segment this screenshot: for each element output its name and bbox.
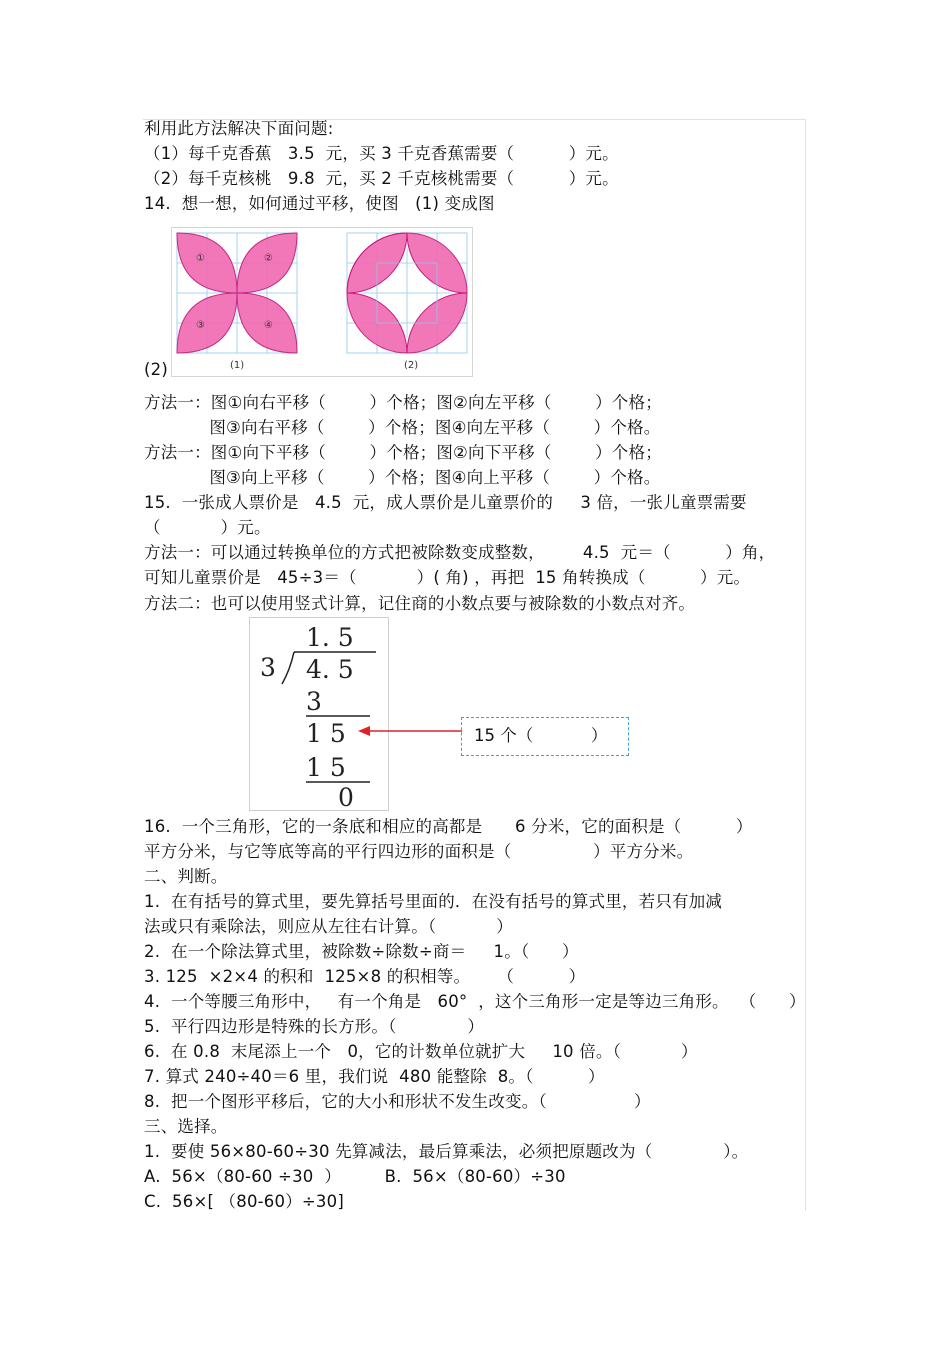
division-quotient: 1. 5 [306,623,354,652]
division-result: 0 [338,783,354,810]
method-1-line-1: 方法一：图①向右平移（ ）个格；图②向左平移（ ）个格； [144,393,662,412]
method-1-line-2: 图③向右平移（ ）个格；图④向左平移（ ）个格。 [144,418,661,437]
method-a-line-1: 方法一：可以通过转换单位的方式把被除数变成整数， 4.5 元＝（ ）角， [144,543,776,562]
method-2-line-2: 图③向上平移（ ）个格；图④向上平移（ ）个格。 [144,468,661,487]
petal-label-4: ④ [264,320,273,331]
figure-2-label: (2) [144,360,168,379]
judge-1: 1. 在有括号的算式里，要先算括号里面的．在没有括号的算式里，若只有加减 [144,892,723,911]
judge-3: 3. 125 ×2×4 的积和 125×8 的积相等。 （ ） [144,967,586,986]
petal-label-3: ③ [196,320,205,331]
intro-line: 利用此方法解决下面问题: [144,119,334,138]
judge-6: 6. 在 0.8 末尾添上一个 0，它的计数单位就扩大 10 倍。（ ） [144,1042,698,1061]
question-banana: （1）每千克香蕉 3.5 元，买 3 千克香蕉需要（ ）元。 [144,144,619,163]
method-2-line-1: 方法一：图①向下平移（ ）个格；图②向下平移（ ）个格； [144,443,662,462]
figure-caption-1: (1) [230,360,245,371]
question-15: 15. 一张成人票价是 4.5 元，成人票价是儿童票价的 3 倍，一张儿童票需要 [144,493,747,512]
choice-1-options-ab: A. 56×（80-60 ÷30 ） B. 56×（80-60）÷30 [144,1167,566,1186]
question-15-answer: （ ）元。 [144,518,271,537]
judge-4: 4. 一个等腰三角形中， 有一个角是 60° ，这个三角形一定是等边三角形。 （ ） [144,992,806,1011]
question-14: 14. 想一想，如何通过平移，使图 (1) 变成图 [144,194,495,213]
long-division-figure [249,617,389,811]
question-walnut: （2）每千克核桃 9.8 元，买 2 千克核桃需要（ ）元。 [144,169,619,188]
division-divisor: 3 [260,653,276,682]
figure-caption-2: (2) [404,360,419,371]
method-a-line-2: 可知儿童票价是 45÷3＝（ ）( 角) ，再把 15 角转换成（ ）元。 [144,568,751,587]
division-step-1: 3 [306,687,322,716]
choice-1-option-c: C. 56×[ （80-60）÷30] [144,1192,344,1211]
question-16-cont: 平方分米，与它等底等高的平行四边形的面积是（ ）平方分米。 [144,842,694,861]
division-note-box: 15 个（ ） [461,717,629,756]
question-16: 16. 一个三角形，它的一条底和相应的高都是 6 分米，它的面积是（ ） [144,817,753,836]
petal-label-1: ① [196,253,205,264]
translation-figure [171,227,473,377]
division-step-2: 1 5 [306,753,346,782]
judge-1-cont: 法或只有乘除法，则应从左往右计算。（ ） [144,917,513,936]
judge-5: 5. 平行四边形是特殊的长方形。（ ） [144,1017,485,1036]
petal-label-2: ② [264,253,273,264]
division-dividend: 4. 5 [306,655,354,684]
judge-7: 7. 算式 240÷40＝6 里，我们说 480 能整除 8。（ ） [144,1067,605,1086]
section-judge-title: 二、判断。 [144,867,228,886]
judge-8: 8. 把一个图形平移后，它的大小和形状不发生改变。（ ） [144,1092,651,1111]
judge-2: 2. 在一个除法算式里，被除数÷除数÷商＝ 1。（ ） [144,942,579,961]
choice-1: 1. 要使 56×80-60÷30 先算减法，最后算乘法，必须把原题改为（ ）。 [144,1142,749,1161]
division-remainder-1: 1 5 [306,719,346,748]
section-choice-title: 三、选择。 [144,1117,228,1136]
pointer-arrow-icon [358,722,462,740]
method-b-line: 方法二：也可以使用竖式计算，记住商的小数点要与被除数的小数点对齐。 [144,594,696,613]
